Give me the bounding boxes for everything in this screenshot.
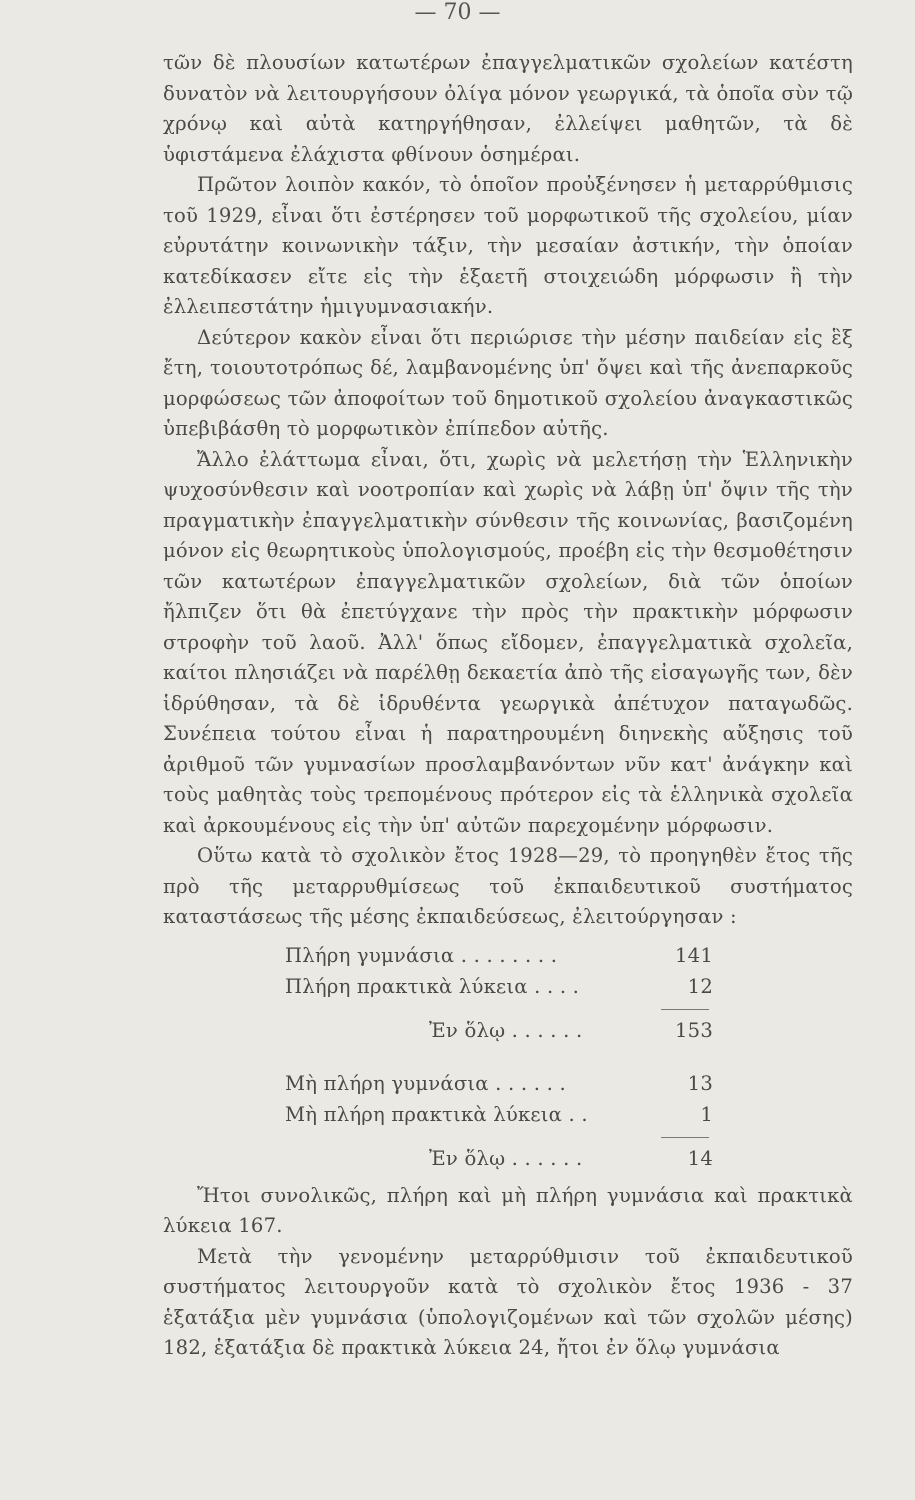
- paragraph-1: τῶν δὲ πλουσίων κατωτέρων ἐπαγγελματικῶν σχολείων κατέστη δυνατὸν νὰ λειτουργήσουν ὀλίγα μόνον γεωργικά, τὰ ὁποῖα σὺν τῷ χρόνῳ καὶ αὐτὰ κατηργήθησαν, ἐλλείψει μαθητῶν, τὰ δὲ ὑφιστάμενα ἐλάχιστα φθίνουν ὁσημέραι.: [163, 51, 853, 166]
- paragraph-2: Πρῶτον λοιπὸν κακόν, τὸ ὁποῖον προὐξένησεν ἡ μεταρρύθμισις τοῦ 1929, εἶναι ὅτι ἐστέρησεν τοῦ μορφωτικοῦ τῆς σχολείου, μίαν εὐρυτάτην κοινωνικὴν τάξιν, τὴν μεσαίαν ἀστικήν, τὴν ὁποίαν κατεδίκασεν εἴτε εἰς τὴν ἑξαετῆ στοιχειώδη μόρφωσιν ἢ τὴν ἐλλειπεστάτην ἡμιγυμνασιακήν.: [163, 173, 853, 318]
- row-value: 12: [687, 974, 713, 998]
- total-label: Ἐν ὅλῳ . . . . . .: [429, 1018, 583, 1042]
- sum-rule: [661, 1137, 709, 1138]
- total-value: 153: [675, 1018, 713, 1042]
- total-row: [163, 1144, 853, 1175]
- total-row: [163, 1016, 853, 1047]
- row-value: 13: [687, 1071, 713, 1095]
- row-value: 141: [675, 943, 713, 967]
- table-row: [163, 1069, 853, 1100]
- row-label: Μὴ πλήρη πρακτικὰ λύκεια . .: [285, 1102, 588, 1126]
- schools-table: [163, 941, 853, 1175]
- paragraph-3: Δεύτερον κακὸν εἶναι ὅτι περιώρισε τὴν μέσην παιδείαν εἰς ἓξ ἔτη, τοιουτοτρόπως δέ, λαμβανομένης ὑπ' ὄψει καὶ τῆς ἀνεπαρκοῦς μορφώσεως τῶν ἀποφοίτων τοῦ δημοτικοῦ σχολείου ἀναγκαστικῶς ὑπεβιβάσθη τὸ μορφωτικὸν ἐπίπεδον αὐτῆς.: [163, 325, 853, 440]
- page-number: — 70 —: [414, 0, 501, 25]
- total-label: Ἐν ὅλῳ . . . . . .: [429, 1146, 583, 1170]
- row-label: Πλήρη πρακτικὰ λύκεια . . . .: [285, 974, 580, 998]
- row-label: Πλήρη γυμνάσια . . . . . . . .: [285, 943, 558, 967]
- table-row: [163, 941, 853, 972]
- paragraph-6: Ἤτοι συνολικῶς, πλήρη καὶ μὴ πλήρη γυμνάσια καὶ πρακτικὰ λύκεια 167.: [163, 1183, 853, 1237]
- table-row: [163, 1100, 853, 1131]
- table-row: [163, 972, 853, 1003]
- paragraph-7: Μετὰ τὴν γενομένην μεταρρύθμισιν τοῦ ἐκπαιδευτικοῦ συστήματος λειτουργοῦν κατὰ τὸ σχολικὸν ἔτος 1936 - 37 ἑξατάξια μὲν γυμνάσια (ὑπολογιζομένων καὶ τῶν σχολῶν μέσης) 182, ἑξατάξια δὲ πρακτικὰ λύκεια 24, ἤτοι ἐν ὅλῳ γυμνάσια: [163, 1244, 853, 1359]
- sum-rule: [661, 1009, 709, 1010]
- total-value: 14: [687, 1146, 713, 1170]
- row-label: Μὴ πλήρη γυμνάσια . . . . . .: [285, 1071, 566, 1095]
- body-text: [163, 48, 853, 1364]
- paragraph-4: Ἄλλο ἐλάττωμα εἶναι, ὅτι, χωρὶς νὰ μελετήσῃ τὴν Ἑλληνικὴν ψυχοσύνθεσιν καὶ νοοτροπίαν καὶ χωρὶς νὰ λάβῃ ὑπ' ὄψιν τῆς τὴν πραγματικὴν ἐπαγγελματικὴν σύνθεσιν τῆς κοινωνίας, βασιζομένη μόνον εἰς θεωρητικοὺς ὑπολογισμούς, προέβη εἰς τὴν θεσμοθέτησιν τῶν κατωτέρων ἐπαγγελματικῶν σχολείων, διὰ τῶν ὁποίων ἤλπιζεν ὅτι θὰ ἐπετύγχανε τὴν πρὸς τὴν πρακτικὴν μόρφωσιν στροφὴν τοῦ λαοῦ. Ἀλλ' ὅπως εἴδομεν, ἐπαγγελματικὰ σχολεῖα, καίτοι πλησιάζει νὰ παρέλθῃ δεκαετία ἀπὸ τῆς εἰσαγωγῆς των, δὲν ἱδρύθησαν, τὰ δὲ ἱδρυθέντα γεωργικὰ ἀπέτυχον παταγωδῶς. Συνέπεια τούτου εἶναι ἡ παρατηρουμένη διηνεκὴς αὔξησις τοῦ ἀριθμοῦ τῶν γυμνασίων προσλαμβανόντων νῦν κατ' ἀνάγκην καὶ τοὺς μαθητὰς τοὺς τρεπομένους πρότερον εἰς τὰ ἑλληνικὰ σχολεῖα καὶ ἀρκουμένους εἰς τὴν ὑπ' αὐτῶν παρεχομένην μόρφωσιν.: [163, 447, 853, 837]
- row-value: 1: [700, 1102, 713, 1126]
- paragraph-5: Οὕτω κατὰ τὸ σχολικὸν ἔτος 1928—29, τὸ προηγηθὲν ἔτος τῆς πρὸ τῆς μεταρρυθμίσεως τοῦ ἐκπαιδευτικοῦ συστήματος καταστάσεως τῆς μέσης ἐκπαιδεύσεως, ἐλειτούργησαν :: [163, 844, 853, 928]
